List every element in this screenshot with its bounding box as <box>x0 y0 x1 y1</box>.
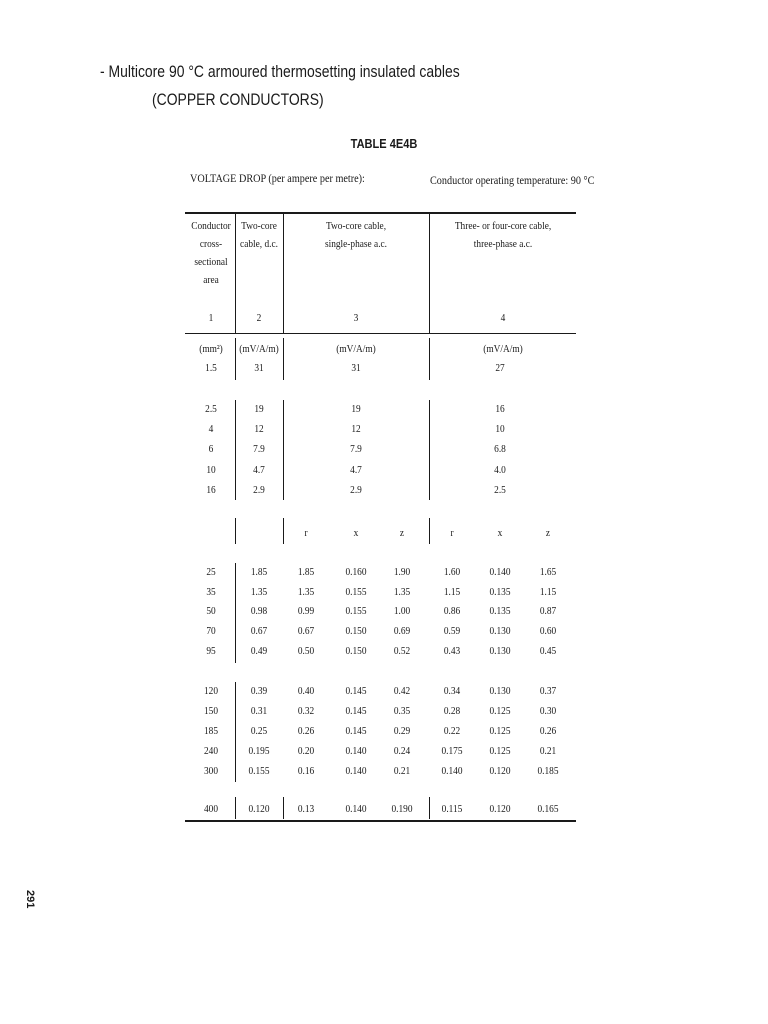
table-cell: 0.135 <box>489 605 511 617</box>
table-cell: 0.140 <box>345 765 367 777</box>
table-cell: 50 <box>206 605 216 617</box>
table-cell: 0.16 <box>297 765 315 777</box>
table-cell: 31 <box>351 362 361 374</box>
table-cell: 0.155 <box>248 765 270 777</box>
table-cell: 0.22 <box>443 725 461 737</box>
table-cell: 1.90 <box>393 566 411 578</box>
sub-header: r <box>304 527 308 539</box>
table-cell: 4.7 <box>350 464 362 476</box>
sub-header: r <box>450 527 454 539</box>
table-cell: 0.120 <box>489 765 511 777</box>
sub-header: x <box>497 527 503 539</box>
table-cell: 4.7 <box>253 464 265 476</box>
col1-divider-header <box>235 213 236 333</box>
col3-divider-seg2 <box>429 400 430 500</box>
table-cell: 0.21 <box>393 765 411 777</box>
table-cell: 240 <box>203 745 219 757</box>
table-cell: 0.37 <box>539 685 557 697</box>
table-cell: 0.185 <box>537 765 559 777</box>
table-cell: 0.140 <box>489 566 511 578</box>
table-cell: 0.25 <box>250 725 268 737</box>
table-cell: 0.87 <box>539 605 557 617</box>
table-cell: 16 <box>495 403 505 415</box>
table-cell: 0.39 <box>250 685 268 697</box>
table-cell: 25 <box>206 566 216 578</box>
col3-divider-seg3 <box>429 518 430 544</box>
table-cell: 0.175 <box>441 745 463 757</box>
col3-divider-seg1 <box>429 338 430 380</box>
col2-header-line: Two-core <box>241 220 277 232</box>
table-cell: 0.115 <box>441 803 463 815</box>
table-cell: 2.9 <box>350 484 362 496</box>
table-cell: 1.85 <box>297 566 315 578</box>
col3-divider-header <box>429 213 430 333</box>
table-cell: 0.125 <box>489 745 511 757</box>
table-cell: 0.165 <box>537 803 559 815</box>
sub-header: z <box>399 527 405 539</box>
table-cell: 6 <box>208 443 214 455</box>
table-cell: 0.49 <box>250 645 268 657</box>
col1-header-line: cross- <box>199 238 223 250</box>
col1-header-line: sectional <box>194 256 228 268</box>
col3-header-line: Two-core cable, <box>325 220 387 232</box>
table-cell: 0.99 <box>297 605 315 617</box>
table-cell: 31 <box>254 362 264 374</box>
table-cell: 0.130 <box>489 685 511 697</box>
table-cell: 0.86 <box>443 605 461 617</box>
table-cell: 0.135 <box>489 586 511 598</box>
table-cell: 0.130 <box>489 645 511 657</box>
table-cell: 0.145 <box>345 685 367 697</box>
table-cell: 0.42 <box>393 685 411 697</box>
table-cell: 0.35 <box>393 705 411 717</box>
table-title: TABLE 4E4B <box>350 136 418 151</box>
table-cell: 1.5 <box>205 362 217 374</box>
table-cell: 185 <box>203 725 219 737</box>
table-cell: 12 <box>254 423 264 435</box>
table-cell: 2.5 <box>205 403 217 415</box>
unit-label: (mV/A/m) <box>336 343 376 355</box>
col4-header-line: three-phase a.c. <box>473 238 533 250</box>
table-cell: 0.120 <box>489 803 511 815</box>
table-cell: 0.60 <box>539 625 557 637</box>
table-cell: 0.140 <box>441 765 463 777</box>
table-top-rule <box>185 212 576 214</box>
table-cell: 19 <box>254 403 264 415</box>
table-cell: 0.31 <box>250 705 268 717</box>
table-cell: 4.0 <box>494 464 506 476</box>
table-cell: 7.9 <box>253 443 265 455</box>
table-cell: 1.15 <box>443 586 461 598</box>
table-cell: 0.195 <box>248 745 270 757</box>
table-cell: 0.13 <box>297 803 315 815</box>
col1-divider-seg5 <box>235 682 236 782</box>
table-cell: 10 <box>206 464 216 476</box>
table-cell: 0.43 <box>443 645 461 657</box>
unit-label: (mm²) <box>199 343 223 355</box>
table-cell: 150 <box>203 705 219 717</box>
voltage-drop-label: VOLTAGE DROP (per ampere per metre): <box>190 171 365 185</box>
table-cell: 4 <box>208 423 214 435</box>
table-cell: 0.150 <box>345 625 367 637</box>
col3-divider-seg6 <box>429 797 430 819</box>
col1-divider-seg3 <box>235 518 236 544</box>
table-cell: 0.20 <box>297 745 315 757</box>
document-subtitle: (COPPER CONDUCTORS) <box>152 90 324 109</box>
table-cell: 0.160 <box>345 566 367 578</box>
table-cell: 7.9 <box>350 443 362 455</box>
temperature-label: Conductor operating temperature: 90 °C <box>430 173 595 187</box>
table-cell: 0.190 <box>391 803 413 815</box>
table-cell: 0.21 <box>539 745 557 757</box>
header-rule <box>185 333 576 334</box>
col1-divider-seg4 <box>235 563 236 663</box>
table-cell: 10 <box>495 423 505 435</box>
table-cell: 0.120 <box>248 803 270 815</box>
table-cell: 400 <box>203 803 219 815</box>
table-cell: 1.65 <box>539 566 557 578</box>
column-number: 3 <box>353 312 359 324</box>
table-cell: 0.145 <box>345 725 367 737</box>
table-cell: 2.5 <box>494 484 506 496</box>
page-number: 291 <box>24 890 36 909</box>
table-cell: 0.140 <box>345 803 367 815</box>
table-cell: 0.28 <box>443 705 461 717</box>
table-cell: 0.26 <box>539 725 557 737</box>
table-cell: 0.125 <box>489 725 511 737</box>
unit-label: (mV/A/m) <box>239 343 279 355</box>
table-cell: 0.40 <box>297 685 315 697</box>
column-number: 2 <box>256 312 262 324</box>
table-cell: 0.125 <box>489 705 511 717</box>
table-cell: 1.35 <box>297 586 315 598</box>
col1-divider-seg6 <box>235 797 236 819</box>
table-cell: 0.34 <box>443 685 461 697</box>
unit-label: (mV/A/m) <box>483 343 523 355</box>
col2-divider-seg2 <box>283 400 284 500</box>
table-cell: 0.150 <box>345 645 367 657</box>
table-cell: 0.30 <box>539 705 557 717</box>
col2-divider-seg3 <box>283 518 284 544</box>
table-cell: 0.50 <box>297 645 315 657</box>
col2-divider-seg1 <box>283 338 284 380</box>
table-cell: 70 <box>206 625 216 637</box>
table-cell: 0.59 <box>443 625 461 637</box>
table-cell: 0.52 <box>393 645 411 657</box>
table-cell: 0.29 <box>393 725 411 737</box>
table-cell: 0.32 <box>297 705 315 717</box>
table-cell: 0.24 <box>393 745 411 757</box>
table-cell: 0.26 <box>297 725 315 737</box>
table-cell: 12 <box>351 423 361 435</box>
table-cell: 0.98 <box>250 605 268 617</box>
table-cell: 0.155 <box>345 586 367 598</box>
col1-header-line: area <box>203 274 219 286</box>
table-cell: 27 <box>495 362 505 374</box>
table-cell: 0.67 <box>297 625 315 637</box>
col3-header-line: single-phase a.c. <box>324 238 388 250</box>
table-cell: 2.9 <box>253 484 265 496</box>
table-cell: 19 <box>351 403 361 415</box>
table-cell: 0.45 <box>539 645 557 657</box>
col1-divider-seg2 <box>235 400 236 500</box>
col1-divider-seg1 <box>235 338 236 380</box>
col1-header-line: Conductor <box>191 220 231 232</box>
column-number: 4 <box>500 312 506 324</box>
table-cell: 0.140 <box>345 745 367 757</box>
table-cell: 1.60 <box>443 566 461 578</box>
table-cell: 35 <box>206 586 216 598</box>
document-title: - Multicore 90 °C armoured thermosetting insulated cables <box>100 62 460 81</box>
table-cell: 1.35 <box>393 586 411 598</box>
table-cell: 1.00 <box>393 605 411 617</box>
sub-header: z <box>545 527 551 539</box>
col4-header-line: Three- or four-core cable, <box>454 220 552 232</box>
col2-header-line: cable, d.c. <box>240 238 278 250</box>
table-cell: 6.8 <box>494 443 506 455</box>
table-cell: 95 <box>206 645 216 657</box>
table-cell: 1.15 <box>539 586 557 598</box>
table-cell: 16 <box>206 484 216 496</box>
col2-divider-seg6 <box>283 797 284 819</box>
table-cell: 0.67 <box>250 625 268 637</box>
table-cell: 0.69 <box>393 625 411 637</box>
table-cell: 1.85 <box>250 566 268 578</box>
column-number: 1 <box>208 312 214 324</box>
table-cell: 0.130 <box>489 625 511 637</box>
table-cell: 0.155 <box>345 605 367 617</box>
table-cell: 300 <box>203 765 219 777</box>
table-cell: 1.35 <box>250 586 268 598</box>
sub-header: x <box>353 527 359 539</box>
col2-divider-header <box>283 213 284 333</box>
table-cell: 120 <box>203 685 219 697</box>
table-bottom-rule <box>185 820 576 822</box>
table-cell: 0.145 <box>345 705 367 717</box>
